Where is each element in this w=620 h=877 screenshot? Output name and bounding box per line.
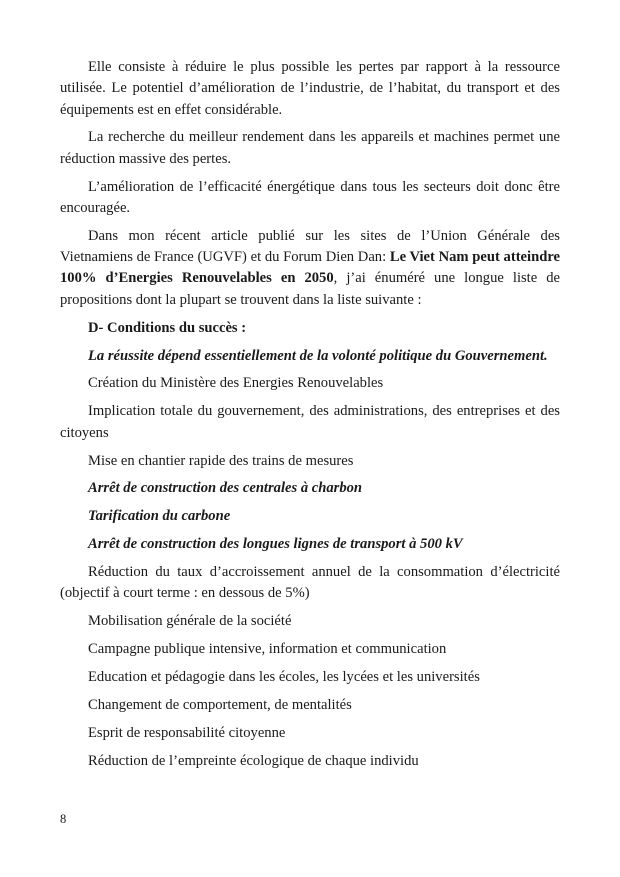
article-title: Le Viet Nam peut atteindre 100% d’Energies Renouvelables en 2050	[60, 249, 561, 287]
condition-item: Education et pédagogie dans les écoles, les lycées et les universités	[88, 669, 480, 686]
condition-item: Mobilisation générale de la société	[88, 613, 292, 630]
article-intro-text: Dans mon récent article publié sur les sites de l’Union Générale des Vietnamiens de France (UGVF) et du Forum Dien Dan:	[60, 227, 560, 266]
condition-item: Réduction du taux d’accroissement annuel de la consommation d’électricité (objectif à court terme : en dessous de 5%)	[60, 564, 560, 602]
paragraph-article	[60, 226, 560, 311]
condition-item: Campagne publique intensive, information et communication	[88, 641, 447, 658]
condition-item: Arrêt de construction des centrales à charbon	[88, 480, 363, 497]
paragraph-encouragement: L’amélioration de l’efficacité énergétique dans tous les secteurs doit donc être encouragée.	[60, 178, 560, 216]
page-number: 8	[60, 812, 67, 826]
emphasis-statement: La réussite dépend essentiellement de la volonté politique du Gouvernement.	[88, 347, 548, 364]
paragraph-yield: La recherche du meilleur rendement dans les appareils et machines permet une réduction massive des pertes.	[60, 129, 560, 167]
condition-item: Arrêt de construction des longues lignes de transport à 500 kV	[88, 536, 463, 553]
condition-item: Implication totale du gouvernement, des administrations, des entreprises et des citoyens	[60, 403, 560, 441]
condition-item: Changement de comportement, de mentalités	[88, 696, 352, 713]
paragraph-efficiency-intro: Elle consiste à réduire le plus possible les pertes par rapport à la ressource utilisée. Le potentiel d’amélioration de l’industrie, de l’habitat, du transport et des équipements est en effet considérable.	[60, 59, 560, 118]
condition-item: Esprit de responsabilité citoyenne	[88, 724, 286, 741]
body-text	[60, 57, 560, 779]
section-heading: D- Conditions du succès :	[88, 319, 247, 336]
condition-item: Réduction de l’empreinte écologique de chaque individu	[88, 752, 419, 769]
condition-item: Tarification du carbone	[88, 508, 231, 525]
condition-item: Mise en chantier rapide des trains de mesures	[88, 452, 354, 469]
condition-item: Création du Ministère des Energies Renouvelables	[88, 375, 384, 392]
article-outro-text: , j’ai énuméré une longue liste de propositions dont la plupart se trouvent dans la liste suivante :	[60, 270, 561, 308]
